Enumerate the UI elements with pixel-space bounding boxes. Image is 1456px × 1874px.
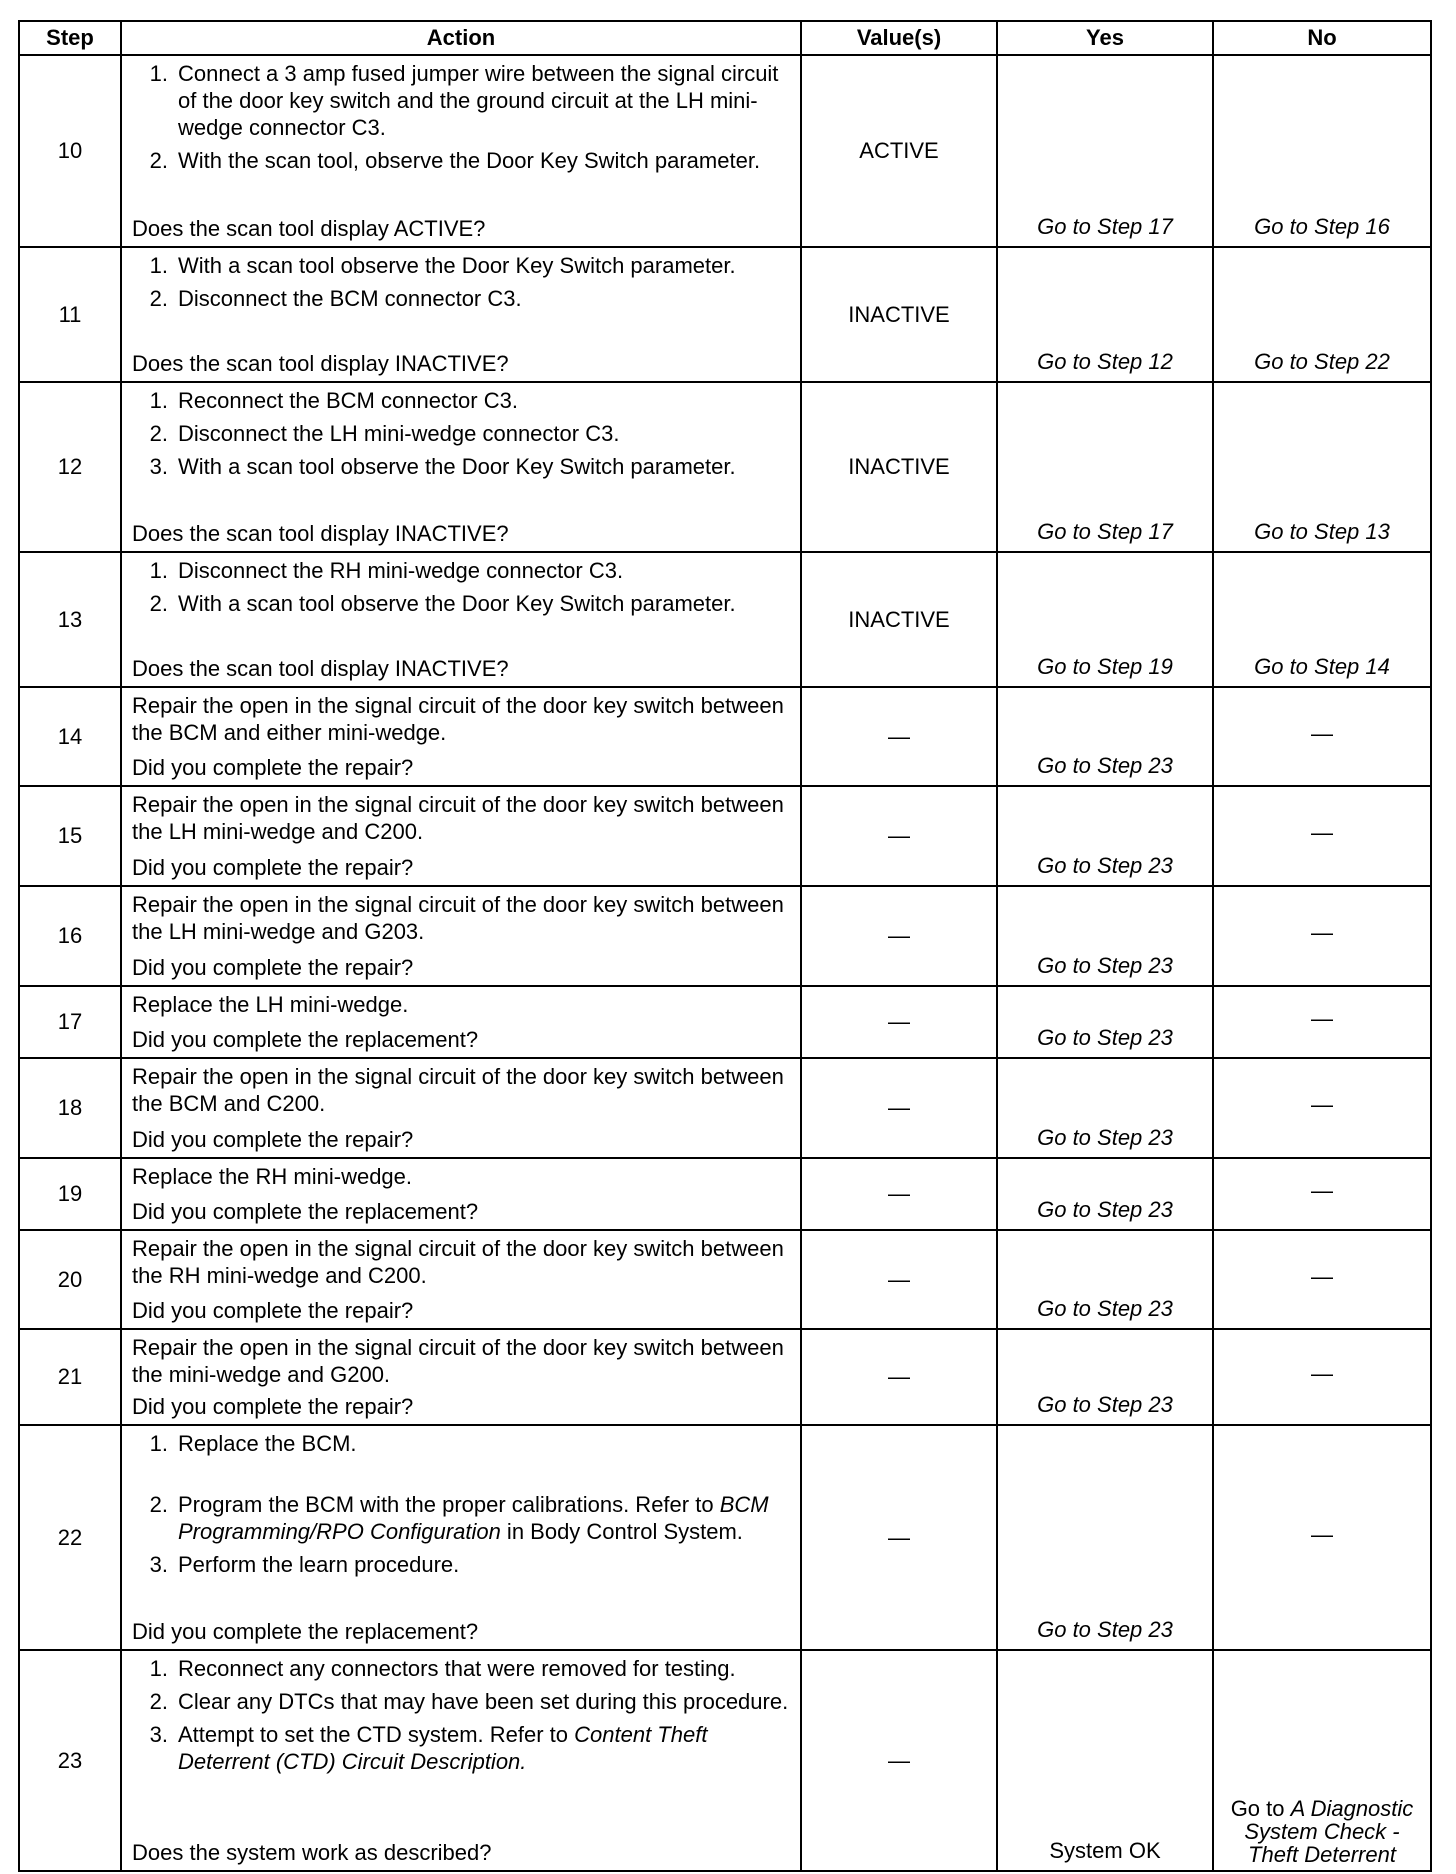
item-number: 1. <box>149 388 168 413</box>
action-content <box>132 692 792 781</box>
value-cell: INACTIVE <box>801 552 997 687</box>
item-text-plain: Attempt to set the CTD system. Refer to <box>178 1722 575 1747</box>
item-number: 3. <box>149 1552 168 1577</box>
yes-result: Go to Step 23 <box>997 1230 1213 1329</box>
action-content <box>132 1655 792 1866</box>
table-row <box>19 1158 1431 1230</box>
value-cell: — <box>801 886 997 986</box>
diagnostic-steps-table <box>18 20 1432 1872</box>
action-content <box>132 1163 792 1225</box>
action-content <box>132 1063 792 1153</box>
yes-result: Go to Step 12 <box>997 247 1213 382</box>
item-text <box>178 420 619 447</box>
item-text <box>178 60 792 141</box>
item-text <box>178 453 736 480</box>
table-row <box>19 1329 1431 1425</box>
table-row <box>19 1058 1431 1158</box>
step-number: 14 <box>19 687 121 786</box>
header-yes: Yes <box>997 21 1213 55</box>
action-step-item <box>132 1551 792 1578</box>
step-number: 13 <box>19 552 121 687</box>
item-text-plain: Connect a 3 amp fused jumper wire between the signal circuit of the door key switch and the ground circuit at the LH mini-wedge connector C3. <box>178 61 779 140</box>
step-number: 10 <box>19 55 121 247</box>
action-text: Repair the open in the signal circuit of the door key switch between the BCM and C200. <box>132 1064 784 1116</box>
step-number: 19 <box>19 1158 121 1230</box>
step-number: 16 <box>19 886 121 986</box>
action-question: Did you complete the repair? <box>132 1394 414 1419</box>
action-question: Did you complete the repair? <box>132 755 414 780</box>
no-result: — <box>1213 786 1431 886</box>
value-cell: — <box>801 1650 997 1871</box>
item-text-plain: Clear any DTCs that may have been set during this procedure. <box>178 1689 789 1714</box>
action-step-item <box>132 557 792 584</box>
item-text <box>178 590 736 617</box>
item-number: 1. <box>149 558 168 583</box>
step-number: 23 <box>19 1650 121 1871</box>
action-cell <box>121 1329 801 1425</box>
yes-result: Go to Step 23 <box>997 1425 1213 1650</box>
item-text-plain: Disconnect the RH mini-wedge connector C3. <box>178 558 624 583</box>
action-cell <box>121 382 801 552</box>
action-cell <box>121 247 801 382</box>
no-result: — <box>1213 1425 1431 1650</box>
action-content <box>132 1334 792 1420</box>
step-number: 15 <box>19 786 121 886</box>
step-number: 12 <box>19 382 121 552</box>
header-row <box>19 21 1431 55</box>
item-number: 2. <box>149 591 168 616</box>
action-cell <box>121 786 801 886</box>
header-action: Action <box>121 21 801 55</box>
action-cell <box>121 986 801 1058</box>
action-text: Replace the RH mini-wedge. <box>132 1164 413 1189</box>
value-cell: — <box>801 1329 997 1425</box>
action-cell <box>121 886 801 986</box>
action-question: Did you complete the repair? <box>132 1127 414 1152</box>
no-result: — <box>1213 687 1431 786</box>
step-number: 11 <box>19 247 121 382</box>
action-content <box>132 60 792 242</box>
item-number: 2. <box>149 148 168 173</box>
item-text <box>178 1551 459 1578</box>
item-text <box>178 285 522 312</box>
action-cell <box>121 55 801 247</box>
action-step-item <box>132 1721 792 1775</box>
table-row <box>19 1230 1431 1329</box>
item-text-plain: Replace the BCM. <box>178 1431 357 1456</box>
value-cell: INACTIVE <box>801 382 997 552</box>
value-cell: — <box>801 687 997 786</box>
yes-result: Go to Step 17 <box>997 55 1213 247</box>
step-number: 17 <box>19 986 121 1058</box>
action-content <box>132 1235 792 1324</box>
item-text-plain: Disconnect the LH mini-wedge connector C3. <box>178 421 620 446</box>
action-content <box>132 557 792 682</box>
no-result: Go to Step 14 <box>1213 552 1431 687</box>
item-text <box>178 1688 788 1715</box>
action-question: Did you complete the repair? <box>132 855 414 880</box>
action-cell <box>121 1425 801 1650</box>
yes-result: Go to Step 23 <box>997 1058 1213 1158</box>
header-values: Value(s) <box>801 21 997 55</box>
action-text: Replace the LH mini-wedge. <box>132 992 409 1017</box>
action-step-item <box>132 590 792 617</box>
table-row <box>19 1650 1431 1871</box>
item-number: 2. <box>149 421 168 446</box>
value-cell: — <box>801 986 997 1058</box>
no-result: — <box>1213 1230 1431 1329</box>
value-cell: — <box>801 1425 997 1650</box>
item-text-plain: Reconnect any connectors that were removed for testing. <box>178 1656 736 1681</box>
action-text: Repair the open in the signal circuit of the door key switch between the RH mini-wedge and C200. <box>132 1236 784 1288</box>
item-text <box>178 252 736 279</box>
table-row <box>19 1425 1431 1650</box>
action-step-item <box>132 387 792 414</box>
action-cell <box>121 1650 801 1871</box>
item-text-tail: in Body Control System. <box>500 1519 743 1544</box>
action-cell <box>121 1058 801 1158</box>
no-result-reference: A Diagnostic System Check - Theft Deterrent <box>1244 1796 1414 1867</box>
yes-result: Go to Step 17 <box>997 382 1213 552</box>
item-text <box>178 557 623 584</box>
no-result: Go to Step 16 <box>1213 55 1431 247</box>
no-result-prefix: Go to <box>1230 1796 1291 1821</box>
action-question: Did you complete the replacement? <box>132 1619 479 1644</box>
action-text: Repair the open in the signal circuit of the door key switch between the LH mini-wedge and C200. <box>132 792 784 844</box>
item-text <box>178 1430 357 1457</box>
table-row <box>19 247 1431 382</box>
item-number: 1. <box>149 1431 168 1456</box>
action-question: Does the scan tool display INACTIVE? <box>132 351 509 376</box>
yes-result: Go to Step 19 <box>997 552 1213 687</box>
item-text-plain: Perform the learn procedure. <box>178 1552 460 1577</box>
action-content <box>132 252 792 377</box>
action-text: Repair the open in the signal circuit of the door key switch between the mini-wedge and G200. <box>132 1335 784 1387</box>
item-text-plain: With the scan tool, observe the Door Key Switch parameter. <box>178 148 761 173</box>
item-number: 2. <box>149 1689 168 1714</box>
action-cell <box>121 1158 801 1230</box>
action-question: Did you complete the replacement? <box>132 1027 479 1052</box>
yes-result: Go to Step 23 <box>997 886 1213 986</box>
action-step-item <box>132 420 792 447</box>
no-result: — <box>1213 986 1431 1058</box>
step-number: 21 <box>19 1329 121 1425</box>
header-step: Step <box>19 21 121 55</box>
item-number: 3. <box>149 454 168 479</box>
table-row <box>19 886 1431 986</box>
item-reference: BCM Programming/RPO Configuration <box>178 1492 769 1544</box>
item-reference: Content Theft Deterrent (CTD) Circuit Description. <box>178 1722 708 1774</box>
action-text: Repair the open in the signal circuit of the door key switch between the LH mini-wedge and G203. <box>132 892 784 944</box>
step-number: 18 <box>19 1058 121 1158</box>
item-number: 2. <box>149 1492 168 1517</box>
yes-result: Go to Step 23 <box>997 986 1213 1058</box>
item-text <box>178 387 518 414</box>
item-text <box>178 1655 736 1682</box>
item-text <box>178 147 760 174</box>
action-step-item <box>132 252 792 279</box>
item-number: 3. <box>149 1722 168 1747</box>
item-text-plain: With a scan tool observe the Door Key Switch parameter. <box>178 454 736 479</box>
item-number: 1. <box>149 61 168 86</box>
step-number: 20 <box>19 1230 121 1329</box>
value-cell: — <box>801 1058 997 1158</box>
yes-result: System OK <box>997 1650 1213 1871</box>
action-step-item <box>132 1655 792 1682</box>
table-row <box>19 786 1431 886</box>
value-cell: — <box>801 1158 997 1230</box>
action-content <box>132 991 792 1053</box>
item-text <box>178 1721 792 1775</box>
no-result: — <box>1213 1158 1431 1230</box>
action-step-item <box>132 147 792 174</box>
item-number: 2. <box>149 286 168 311</box>
item-text-plain: With a scan tool observe the Door Key Switch parameter. <box>178 591 736 616</box>
yes-result: Go to Step 23 <box>997 687 1213 786</box>
action-content <box>132 1430 792 1645</box>
table-row <box>19 55 1431 247</box>
item-text-plain: With a scan tool observe the Door Key Switch parameter. <box>178 253 736 278</box>
action-step-item <box>132 1688 792 1715</box>
action-content <box>132 387 792 547</box>
value-cell: — <box>801 1230 997 1329</box>
action-question: Does the scan tool display INACTIVE? <box>132 521 509 546</box>
no-result <box>1213 1650 1431 1871</box>
action-question: Did you complete the repair? <box>132 1298 414 1323</box>
yes-result: Go to Step 23 <box>997 786 1213 886</box>
action-question: Did you complete the repair? <box>132 955 414 980</box>
item-number: 1. <box>149 253 168 278</box>
no-result: — <box>1213 886 1431 986</box>
step-number: 22 <box>19 1425 121 1650</box>
no-result: Go to Step 22 <box>1213 247 1431 382</box>
no-result: — <box>1213 1058 1431 1158</box>
action-question: Does the scan tool display INACTIVE? <box>132 656 509 681</box>
item-number: 1. <box>149 1656 168 1681</box>
action-step-item <box>132 1491 792 1545</box>
no-result: — <box>1213 1329 1431 1425</box>
action-cell <box>121 687 801 786</box>
table-row <box>19 986 1431 1058</box>
action-text: Repair the open in the signal circuit of the door key switch between the BCM and either mini-wedge. <box>132 693 784 745</box>
action-content <box>132 791 792 881</box>
item-text <box>178 1491 792 1545</box>
value-cell: ACTIVE <box>801 55 997 247</box>
value-cell: INACTIVE <box>801 247 997 382</box>
table-row <box>19 552 1431 687</box>
action-step-item <box>132 60 792 141</box>
header-no: No <box>1213 21 1431 55</box>
action-step-item <box>132 453 792 480</box>
yes-result: Go to Step 23 <box>997 1329 1213 1425</box>
action-cell <box>121 552 801 687</box>
action-step-item <box>132 285 792 312</box>
action-cell <box>121 1230 801 1329</box>
item-text-plain: Program the BCM with the proper calibrations. Refer to <box>178 1492 720 1517</box>
item-text-plain: Disconnect the BCM connector C3. <box>178 286 522 311</box>
value-cell: — <box>801 786 997 886</box>
yes-result: Go to Step 23 <box>997 1158 1213 1230</box>
no-result: Go to Step 13 <box>1213 382 1431 552</box>
table-row <box>19 382 1431 552</box>
table-row <box>19 687 1431 786</box>
action-question: Did you complete the replacement? <box>132 1199 479 1224</box>
action-question: Does the system work as described? <box>132 1840 492 1865</box>
action-content <box>132 891 792 981</box>
action-step-item <box>132 1430 792 1457</box>
item-text-plain: Reconnect the BCM connector C3. <box>178 388 518 413</box>
action-question: Does the scan tool display ACTIVE? <box>132 216 486 241</box>
